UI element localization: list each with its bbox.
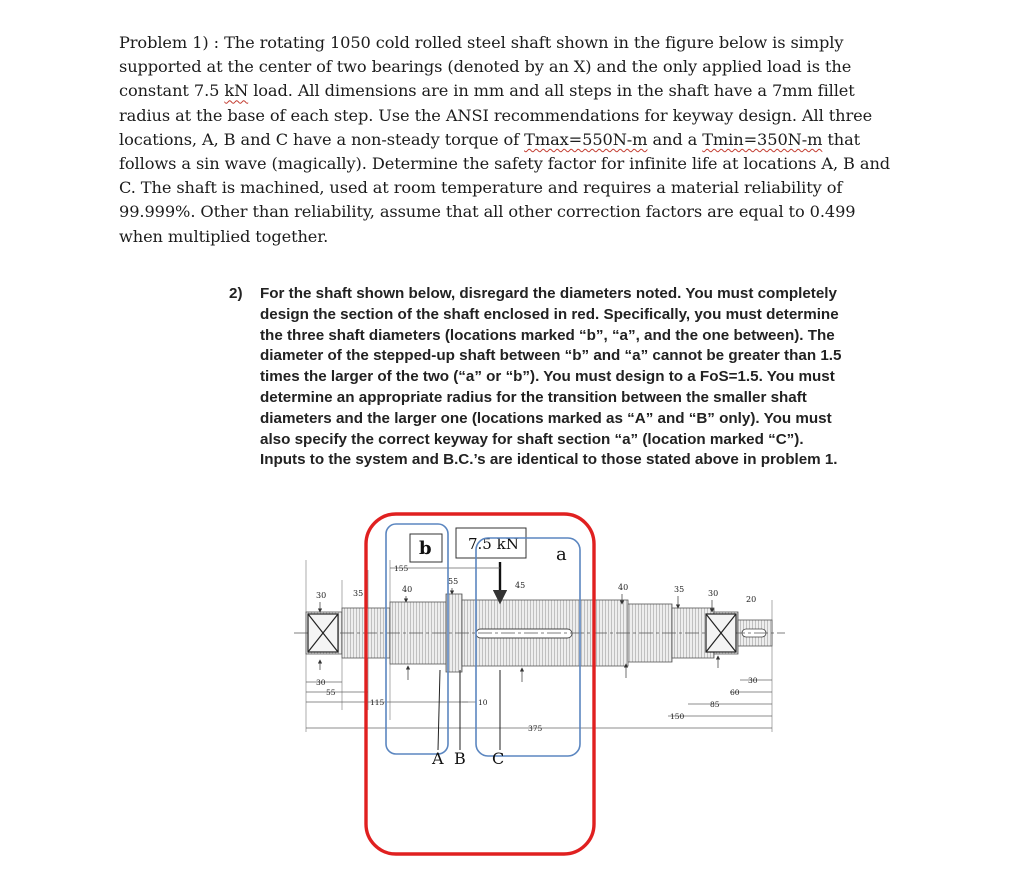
label-a: a [556,544,567,565]
len-10: 10 [478,698,488,707]
tmax-value: Tmax=550N-m [524,129,648,149]
problem-1-paragraph [119,31,899,249]
len-55: 55 [326,688,336,697]
bearing-right [706,614,736,652]
problem-1-text-c: and a [647,129,703,149]
len-115: 115 [370,698,385,707]
kn-unit: kN [224,81,249,101]
loc-b: B [454,749,466,768]
dia-40: 40 [402,585,413,594]
shaft-figure [290,510,790,870]
bearing-left [308,614,338,652]
dia-35-right: 35 [674,585,685,594]
loc-a: A [432,749,444,768]
len-30: 30 [316,678,326,687]
len-150: 150 [670,712,685,721]
problem-1-text-d: that follows a sin wave (magically). Determine the safety factor for infinite life at locations A, B and C. The shaft is machined, used at room temperature and requires a material reliability of 99.999%. Other than reliability, assume that all other correction factors are equal to 0.499 when multiplied together. [119,129,891,246]
location-labels [431,749,504,768]
problem-1-text-b: load. All dimensions are in mm and all steps in the shaft have a 7mm fillet radius at the base of each step. Use the ANSI recommendations for keyway design. All three locations, A, B and C have a non-steady torque of [119,81,873,149]
len-155: 155 [394,564,409,573]
problem-2-text: For the shaft shown below, disregard the diameters noted. You must completely design the section of the shaft enclosed in red. Specifically, you must determine the three shaft diameters (locations marked “b”, “a”, and the one between). The diameter of the stepped-up shaft between “b” and “a” cannot be greater than 1.5 times the larger of the two (“a” or “b”). You must design to a FoS=1.5. You must determine an appropriate radius for the transition between the smaller shaft diameters and the larger one (locations marked as “A” and “B” only). You must also specify the correct keyway for shaft section “a” (location marked “C”). Inputs to the system and B.C.’s are identical to those stated above in problem 1. [260,285,842,469]
len-30-right: 30 [748,676,758,685]
dia-30: 30 [316,591,327,600]
problem-2-number: 2) [229,285,243,302]
len-85: 85 [710,700,720,709]
dia-35: 35 [353,589,364,598]
shaft-drawing [290,510,790,870]
dia-55: 55 [448,577,459,586]
dia-30-right: 30 [708,589,719,598]
load-label: 7.5 kN [468,535,519,553]
dia-40-right: 40 [618,583,629,592]
dia-20: 20 [746,595,757,604]
len-60: 60 [730,688,740,697]
dia-45: 45 [515,581,526,590]
keyway-slot [476,629,572,638]
label-b: b [419,538,432,559]
len-375: 375 [528,724,543,733]
tmin-value: Tmin=350N-m [702,129,823,149]
problem-1-label: Problem 1) : [119,33,220,52]
problem-1-text-a: The rotating 1050 cold rolled steel shaft shown in the figure below is simply supported at the center of two bearings (denoted by an X) and the only applied load is the constant 7.5 [119,33,852,101]
loc-c: C [492,749,505,768]
